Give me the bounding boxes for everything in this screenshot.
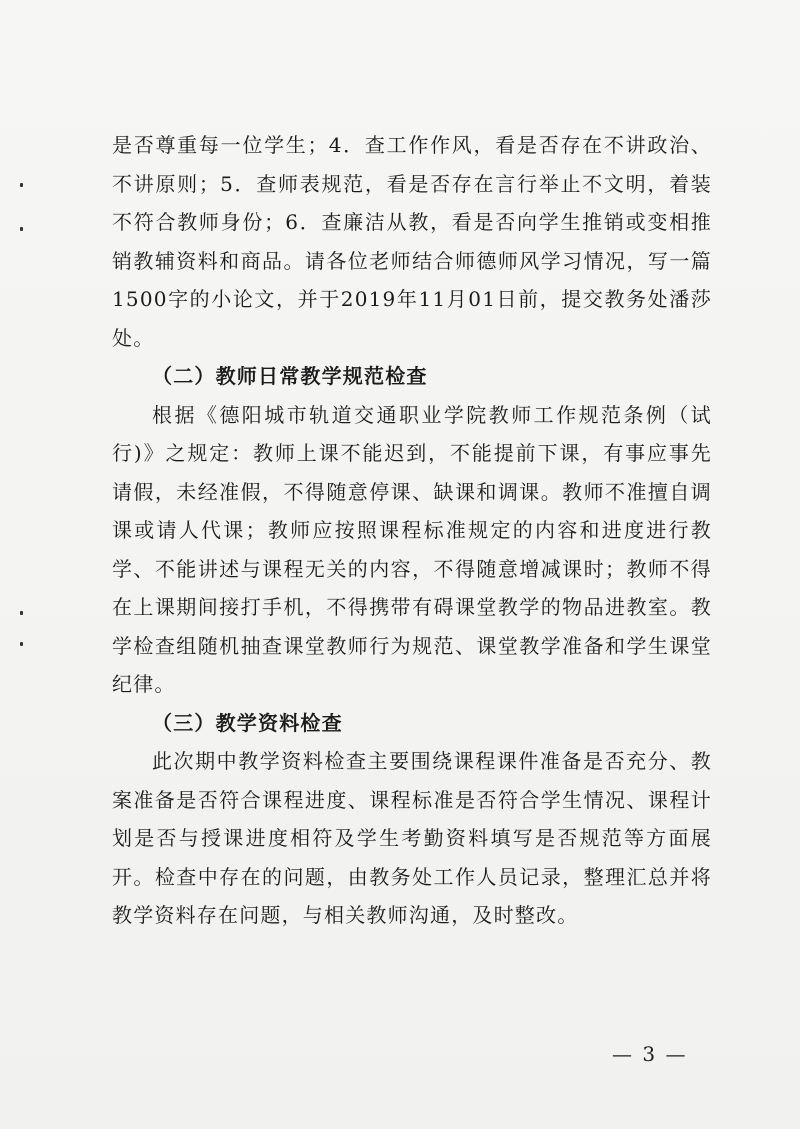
margin-mark	[20, 642, 23, 646]
body-paragraph-2: 根据《德阳城市轨道交通职业学院教师工作规范条例（试行)》之规定：教师上课不能迟到，不能提前下课，有事应事先请假，未经准假，不得随意停课、缺课和调课。教师不准擅自调课或请人代课；教师应按照课程标准规定的内容和进度进行教学、不能讲述与课程无关的内容，不得随意增减课时；教师不得在上课期间接打手机，不得携带有碍课堂教学的物品进教室。教学检查组随机抽查课堂教师行为规范、课堂教学准备和学生课堂纪律。	[112, 402, 712, 696]
body-paragraph-3: 此次期中教学资料检查主要围绕课程课件准备是否充分、教案准备是否符合课程进度、课程标准是否符合学生情况、课程计划是否与授课进度相符及学生考勤资料填写是否规范等方面展开。检查中存在的问题，由教务处工作人员记录，整理汇总并将教学资料存在问题，与相关教师沟通，及时整改。	[112, 749, 712, 927]
body-paragraph-1: 是否尊重每一位学生；4．查工作作风，看是否存在不讲政治、不讲原则；5．查师表规范，看是否存在言行举止不文明，着装不符合教师身份；6．查廉洁从教，看是否向学生推销或变相推销教辅资料和商品。请各位老师结合师德师风学习情况，写一篇1500字的小论文，并于2019年11月01日前，提交教务处潘莎处。	[112, 133, 712, 350]
section-heading-3: （三）教学资料检查	[152, 710, 343, 735]
margin-mark	[20, 183, 23, 187]
section-heading-2: （二）教师日常教学规范检查	[152, 364, 428, 388]
margin-mark	[20, 227, 23, 231]
page-number: — 3 —	[612, 1042, 688, 1066]
document-body	[112, 126, 712, 935]
margin-mark	[20, 611, 23, 615]
